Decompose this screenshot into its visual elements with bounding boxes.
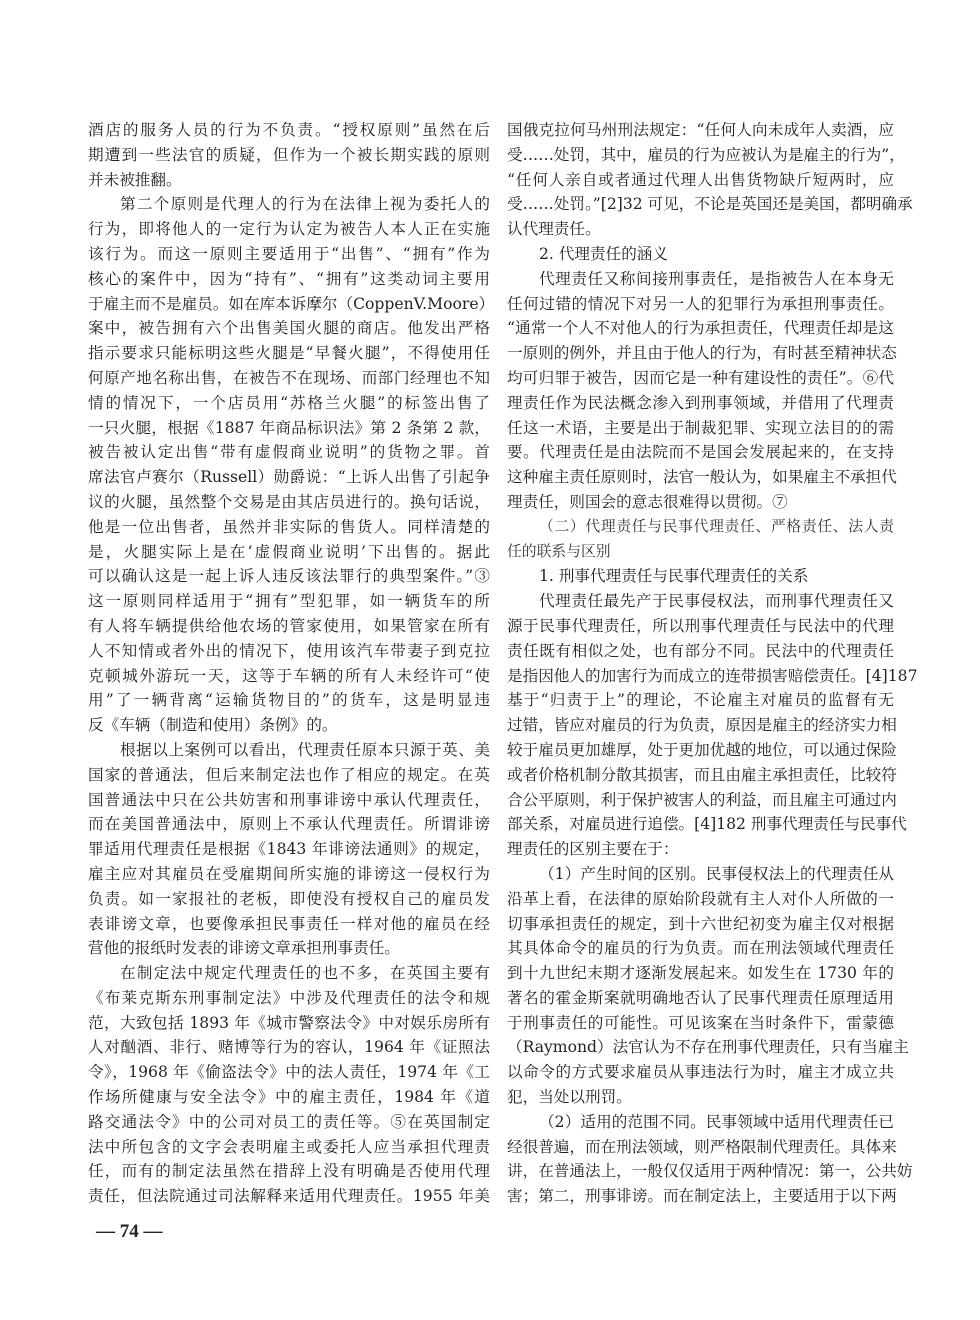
- text-line: 代理责任最先产于民事侵权法，而刑事代理责任又: [539, 592, 894, 611]
- text-line: 责任既有相似之处，也有部分不同。民法中的代理责任: [507, 641, 894, 660]
- text-line: 国俄克拉何马州刑法规定：“任何人向未成年人卖酒，应: [507, 121, 894, 139]
- text-line: 议的火腿，虽然整个交易是由其店员进行的。换句话说，: [88, 492, 490, 511]
- text-line: 均可归罪于被告，因而它是一种有建设性的责任”。⑥代: [507, 368, 894, 387]
- text-line: 切事承担责任的规定，到十六世纪初变为雇主仅对根据: [507, 914, 894, 933]
- text-line: 人不知情或者外出的情况下，使用该汽车带妻子到克拉: [88, 641, 490, 660]
- text-line: 于刑事责任的可能性。可见该案在当时条件下，雷蒙德: [507, 1013, 894, 1032]
- text-line: 过错，皆应对雇员的行为负责，原因是雇主的经济实力相: [507, 716, 897, 735]
- text-line: （1）产生时间的区别。民事侵权法上的代理责任从: [539, 864, 894, 883]
- text-line: 讲，在普通法上，一般仅仅适用于两种情况：第一，公共妨: [507, 1162, 913, 1181]
- text-line: 范，大致包括 1893 年《城市警察法令》中对娱乐房所有: [88, 1013, 490, 1032]
- text-line: 何原产地名称出售，在被告不在现场、而部门经理也不知: [88, 368, 490, 387]
- paragraph: [88, 738, 490, 961]
- text-line: 部关系，对雇员进行追偿。[4]182 刑事代理责任与民事代: [507, 815, 907, 834]
- text-line: 任的联系与区别: [507, 542, 611, 560]
- paragraph: [507, 267, 897, 515]
- paragraph: [507, 1110, 913, 1209]
- text-line: 这种雇主责任原则时，法官一般认为，如果雇主不承担代: [507, 468, 897, 487]
- text-line: 1. 刑事代理责任与民事代理责任的关系: [539, 567, 809, 586]
- text-line: 责任，但法院通过司法解释来适用代理责任。1955 年美: [88, 1187, 490, 1206]
- text-line: 要。代理责任是由法院而不是国会发展起来的，在支持: [507, 443, 894, 462]
- paragraph: [507, 589, 918, 862]
- text-line: （2）适用的范围不同。民事领域中适用代理责任已: [539, 1112, 894, 1131]
- text-line: 经很普遍，而在刑法领域，则严格限制代理责任。具体来: [507, 1137, 897, 1156]
- paragraph: [507, 862, 909, 1110]
- text-line: 源于民事代理责任，所以刑事代理责任与民法中的代理: [507, 616, 894, 635]
- text-line: 作场所健康与安全法令》中的雇主责任，1984 年《道: [88, 1088, 490, 1107]
- text-line: 其具体命令的雇员的行为负责。而在刑法领域代理责任: [507, 939, 894, 958]
- text-line: 理责任，则国会的意志很难得以贯彻。⑦: [507, 492, 788, 511]
- text-line: 2. 代理责任的涵义: [539, 244, 668, 263]
- text-line: 期遭到一些法官的质疑，但作为一个被长期实践的原则: [88, 145, 490, 164]
- right-column: [507, 118, 918, 1209]
- text-line: 席法官卢赛尔（Russell）勋爵说：“上诉人出售了引起争: [88, 468, 490, 487]
- text-line: 用”了一辆背离“运输货物目的”的货车，这是明显违: [88, 691, 490, 710]
- text-line: 路交通法令》中的公司对员工的责任等。⑤在英国制定: [88, 1112, 490, 1131]
- text-line: 表诽谤文章，也要像承担民事责任一样对他的雇员在经: [88, 914, 490, 933]
- text-line: 受……处罚，其中，雇员的行为应被认为是雇主的行为”，: [507, 145, 905, 164]
- text-line: 克顿城外游玩一天，这等于车辆的所有人未经许可“使: [88, 666, 490, 685]
- section-heading: [507, 515, 894, 565]
- text-line: 可以确认这是一起上诉人违反该法罪行的典型案件。”③: [88, 567, 490, 586]
- text-line: 《布莱克斯东刑事制定法》中涉及代理责任的法令和规: [88, 988, 490, 1007]
- text-line: 人对酗酒、非行、赌博等行为的容认，1964 年《证照法: [88, 1038, 490, 1057]
- text-line: （Raymond）法官认为不存在刑事代理责任，只有当雇主: [507, 1038, 909, 1057]
- subsection-heading: [507, 564, 894, 589]
- text-line: 他是一位出售者，虽然并非实际的售货人。同样清楚的: [88, 517, 490, 536]
- text-line: 一只火腿，根据《1887 年商品标识法》第 2 条第 2 款，: [88, 418, 490, 437]
- subsection-heading: [507, 242, 894, 267]
- text-line: 第二个原则是代理人的行为在法律上视为委托人的: [120, 195, 490, 214]
- text-line: 营他的报纸时发表的诽谤文章承担刑事责任。: [88, 939, 400, 958]
- text-line: 以命令的方式要求雇员从事违法行为时，雇主才成立共: [507, 1063, 894, 1082]
- text-line: 令》，1968 年《偷盗法令》中的法人责任，1974 年《工: [88, 1063, 490, 1082]
- text-line: 而在美国普通法中，原则上不承认代理责任。所谓诽谤: [88, 815, 490, 834]
- text-line: “任何人亲自或者通过代理人出售货物缺斤短两时，应: [507, 170, 894, 189]
- text-line: 有人将车辆提供给他农场的管家使用，如果管家在所有: [88, 616, 490, 635]
- text-line: 酒店的服务人员的行为不负责。“授权原则”虽然在后: [88, 121, 490, 139]
- text-line: 被告被认定出售“带有虚假商业说明”的货物之罪。首: [88, 443, 490, 462]
- text-line: 犯，当处以刑罚。: [507, 1088, 632, 1107]
- text-line: 一原则的例外，并且由于他人的行为，有时甚至精神状态: [507, 344, 897, 363]
- text-line: 于雇主而不是雇员。如在库本诉摩尔（CoppenV.Moore）: [88, 294, 495, 313]
- text-line: 任何过错的情况下对另一人的犯罪行为承担刑事责任。: [507, 294, 894, 313]
- text-line: 该行为。而这一原则主要适用于“出售”、“拥有”作为: [88, 244, 490, 263]
- text-line: 反《车辆（制造和使用）条例》的。: [88, 716, 338, 735]
- text-line: 受……处罚。”[2]32 可见，不论是英国还是美国，都明确承: [507, 195, 913, 214]
- text-line: 罪适用代理责任是根据《1843 年诽谤法通则》的规定，: [88, 840, 490, 859]
- text-line: 法中所包含的文字会表明雇主或委托人应当承担代理责: [88, 1137, 490, 1156]
- text-line: 情的情况下，一个店员用“苏格兰火腿”的标签出售了: [88, 393, 490, 412]
- paragraph: [88, 961, 490, 1209]
- text-line: 合公平原则，利于保护被害人的利益，而且雇主可通过内: [507, 790, 897, 809]
- text-line: 任这一术语，主要是出于制裁犯罪、实现立法目的的需: [507, 418, 894, 437]
- page-number: — 74 —: [96, 1221, 163, 1242]
- text-line: 核心的案件中，因为“持有”、“拥有”这类动词主要用: [88, 269, 490, 288]
- text-line: 并未被推翻。: [88, 170, 182, 189]
- text-line: （二）代理责任与民事代理责任、严格责任、法人责: [539, 517, 894, 535]
- text-line: 害；第二，刑事诽谤。而在制定法上，主要适用于以下两: [507, 1187, 897, 1206]
- text-line: “通常一个人不对他人的行为承担责任，代理责任却是这: [507, 319, 894, 338]
- text-line: 负责。如一家报社的老板，即使没有授权自己的雇员发: [88, 889, 490, 908]
- text-line: 是指因他人的加害行为而成立的连带损害赔偿责任。[4]187: [507, 666, 918, 685]
- text-line: 在制定法中规定代理责任的也不多，在英国主要有: [120, 964, 490, 983]
- text-line: 理责任的区别主要在于：: [507, 840, 679, 859]
- text-line: 沿革上看，在法律的原始阶段就有主人对仆人所做的一: [507, 889, 894, 908]
- text-line: 任，而有的制定法虽然在措辞上没有明确是否使用代理: [88, 1162, 490, 1181]
- text-line: 是，火腿实际上是在‘虚假商业说明’下出售的。据此: [88, 542, 490, 561]
- text-line: 这一原则同样适用于“拥有”型犯罪，如一辆货车的所: [88, 592, 490, 611]
- paragraph: [88, 192, 495, 738]
- text-line: 代理责任又称间接刑事责任，是指被告人在本身无: [539, 269, 894, 288]
- text-line: 认代理责任。: [507, 220, 601, 239]
- left-column: [88, 118, 495, 1209]
- text-line: 著名的霍金斯案就明确地否认了民事代理责任原理适用: [507, 988, 894, 1007]
- text-line: 根据以上案例可以看出，代理责任原本只源于英、美: [120, 740, 490, 759]
- text-line: 较于雇员更加雄厚，处于更加优越的地位，可以通过保险: [507, 740, 897, 759]
- paragraph: [507, 118, 913, 242]
- text-line: 行为，即将他人的一定行为认定为被告人本人正在实施: [88, 220, 490, 239]
- paragraph: [88, 118, 490, 192]
- text-line: 国家的普通法，但后来制定法也作了相应的规定。在英: [88, 765, 490, 784]
- text-line: 国普通法中只在公共妨害和刑事诽谤中承认代理责任，: [88, 790, 490, 809]
- text-line: 案中，被告拥有六个出售美国火腿的商店。他发出严格: [88, 319, 490, 338]
- text-line: 指示要求只能标明这些火腿是“早餐火腿”，不得使用任: [88, 344, 490, 363]
- text-line: 基于“归责于上”的理论，不论雇主对雇员的监督有无: [507, 691, 894, 710]
- text-line: 雇主应对其雇员在受雇期间所实施的诽谤这一侵权行为: [88, 864, 490, 883]
- text-line: 到十九世纪末期才逐渐发展起来。如发生在 1730 年的: [507, 964, 894, 983]
- text-line: 理责任作为民法概念渗入到刑事领域，并借用了代理责: [507, 393, 894, 412]
- text-line: 或者价格机制分散其损害，而且由雇主承担责任，比较符: [507, 765, 897, 784]
